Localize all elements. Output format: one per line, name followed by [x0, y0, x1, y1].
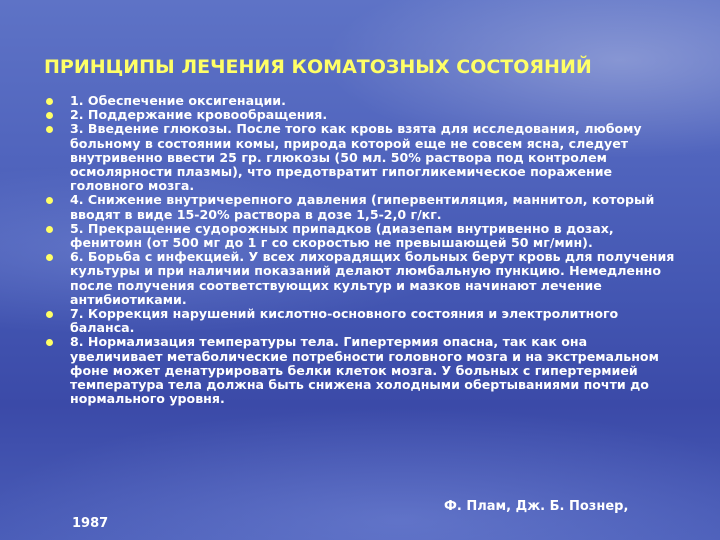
list-item-text: 5. Прекращение судорожных припадков (диазепам внутривенно в дозах, фенитоин (от 500 мг до 1 г со скоростью не превышающей 50 мг/мин). — [70, 220, 614, 251]
list-item-text: 8. Нормализация температуры тела. Гипертермия опасна, так как она увеличивает метаболические потребности головного мозга и на экстремальном фоне может денатурировать белки клеток мозга. У больных с гипертермией температура тела должна быть снижена холодными обертываниями почти до нормального уровня. — [70, 334, 659, 407]
bullet-icon — [46, 226, 53, 233]
bullet-icon — [46, 112, 53, 119]
list-item-text: 1. Обеспечение оксигенации. — [70, 93, 286, 108]
list-item — [44, 122, 684, 193]
author-citation: Ф. Плам, Дж. Б. Познер, — [444, 499, 629, 514]
bullet-icon — [46, 126, 53, 133]
list-item-text: 4. Снижение внутричерепного давления (гипервентиляция, маннитол, который вводят в виде 15-20% раствора в дозе 1,5-2,0 г/кг. — [70, 192, 655, 222]
bullet-icon — [46, 98, 53, 105]
bullet-icon — [46, 311, 53, 318]
list-item-text: 7. Коррекция нарушений кислотно-основного состояния и электролитного баланса. — [70, 306, 619, 336]
publication-year: 1987 — [72, 516, 109, 531]
list-item — [44, 108, 684, 122]
slide-title: ПРИНЦИПЫ ЛЕЧЕНИЯ КОМАТОЗНЫХ СОСТОЯНИЙ — [44, 56, 592, 78]
treatment-principles-list — [44, 94, 684, 406]
list-item — [44, 250, 684, 307]
list-item-text: 3. Введение глюкозы. После того как кровь взята для исследования, любому больному в состоянии комы, природа которой еще не совсем ясна, следует внутривенно ввести 25 гр. глюкозы (50 мл. 50% раствора под контролем осмолярности плазмы), что предотвратит гипогликемическое поражение головного мозга. — [70, 121, 642, 194]
bullet-icon — [46, 197, 53, 204]
bullet-icon — [46, 254, 53, 261]
list-item-text: 2. Поддержание кровообращения. — [70, 107, 328, 123]
list-item — [44, 307, 684, 335]
list-item — [44, 94, 684, 108]
list-item — [44, 335, 684, 406]
list-item-text: 6. Борьба с инфекцией. У всех лихорадящих больных берут кровь для получения культуры и при наличии показаний делают люмбальную пункцию. Немедленно после получения соответствующих культур и мазков начинают лечение антибиотиками. — [70, 249, 675, 307]
list-item — [44, 193, 684, 221]
list-item — [44, 222, 684, 250]
bullet-icon — [46, 339, 53, 346]
